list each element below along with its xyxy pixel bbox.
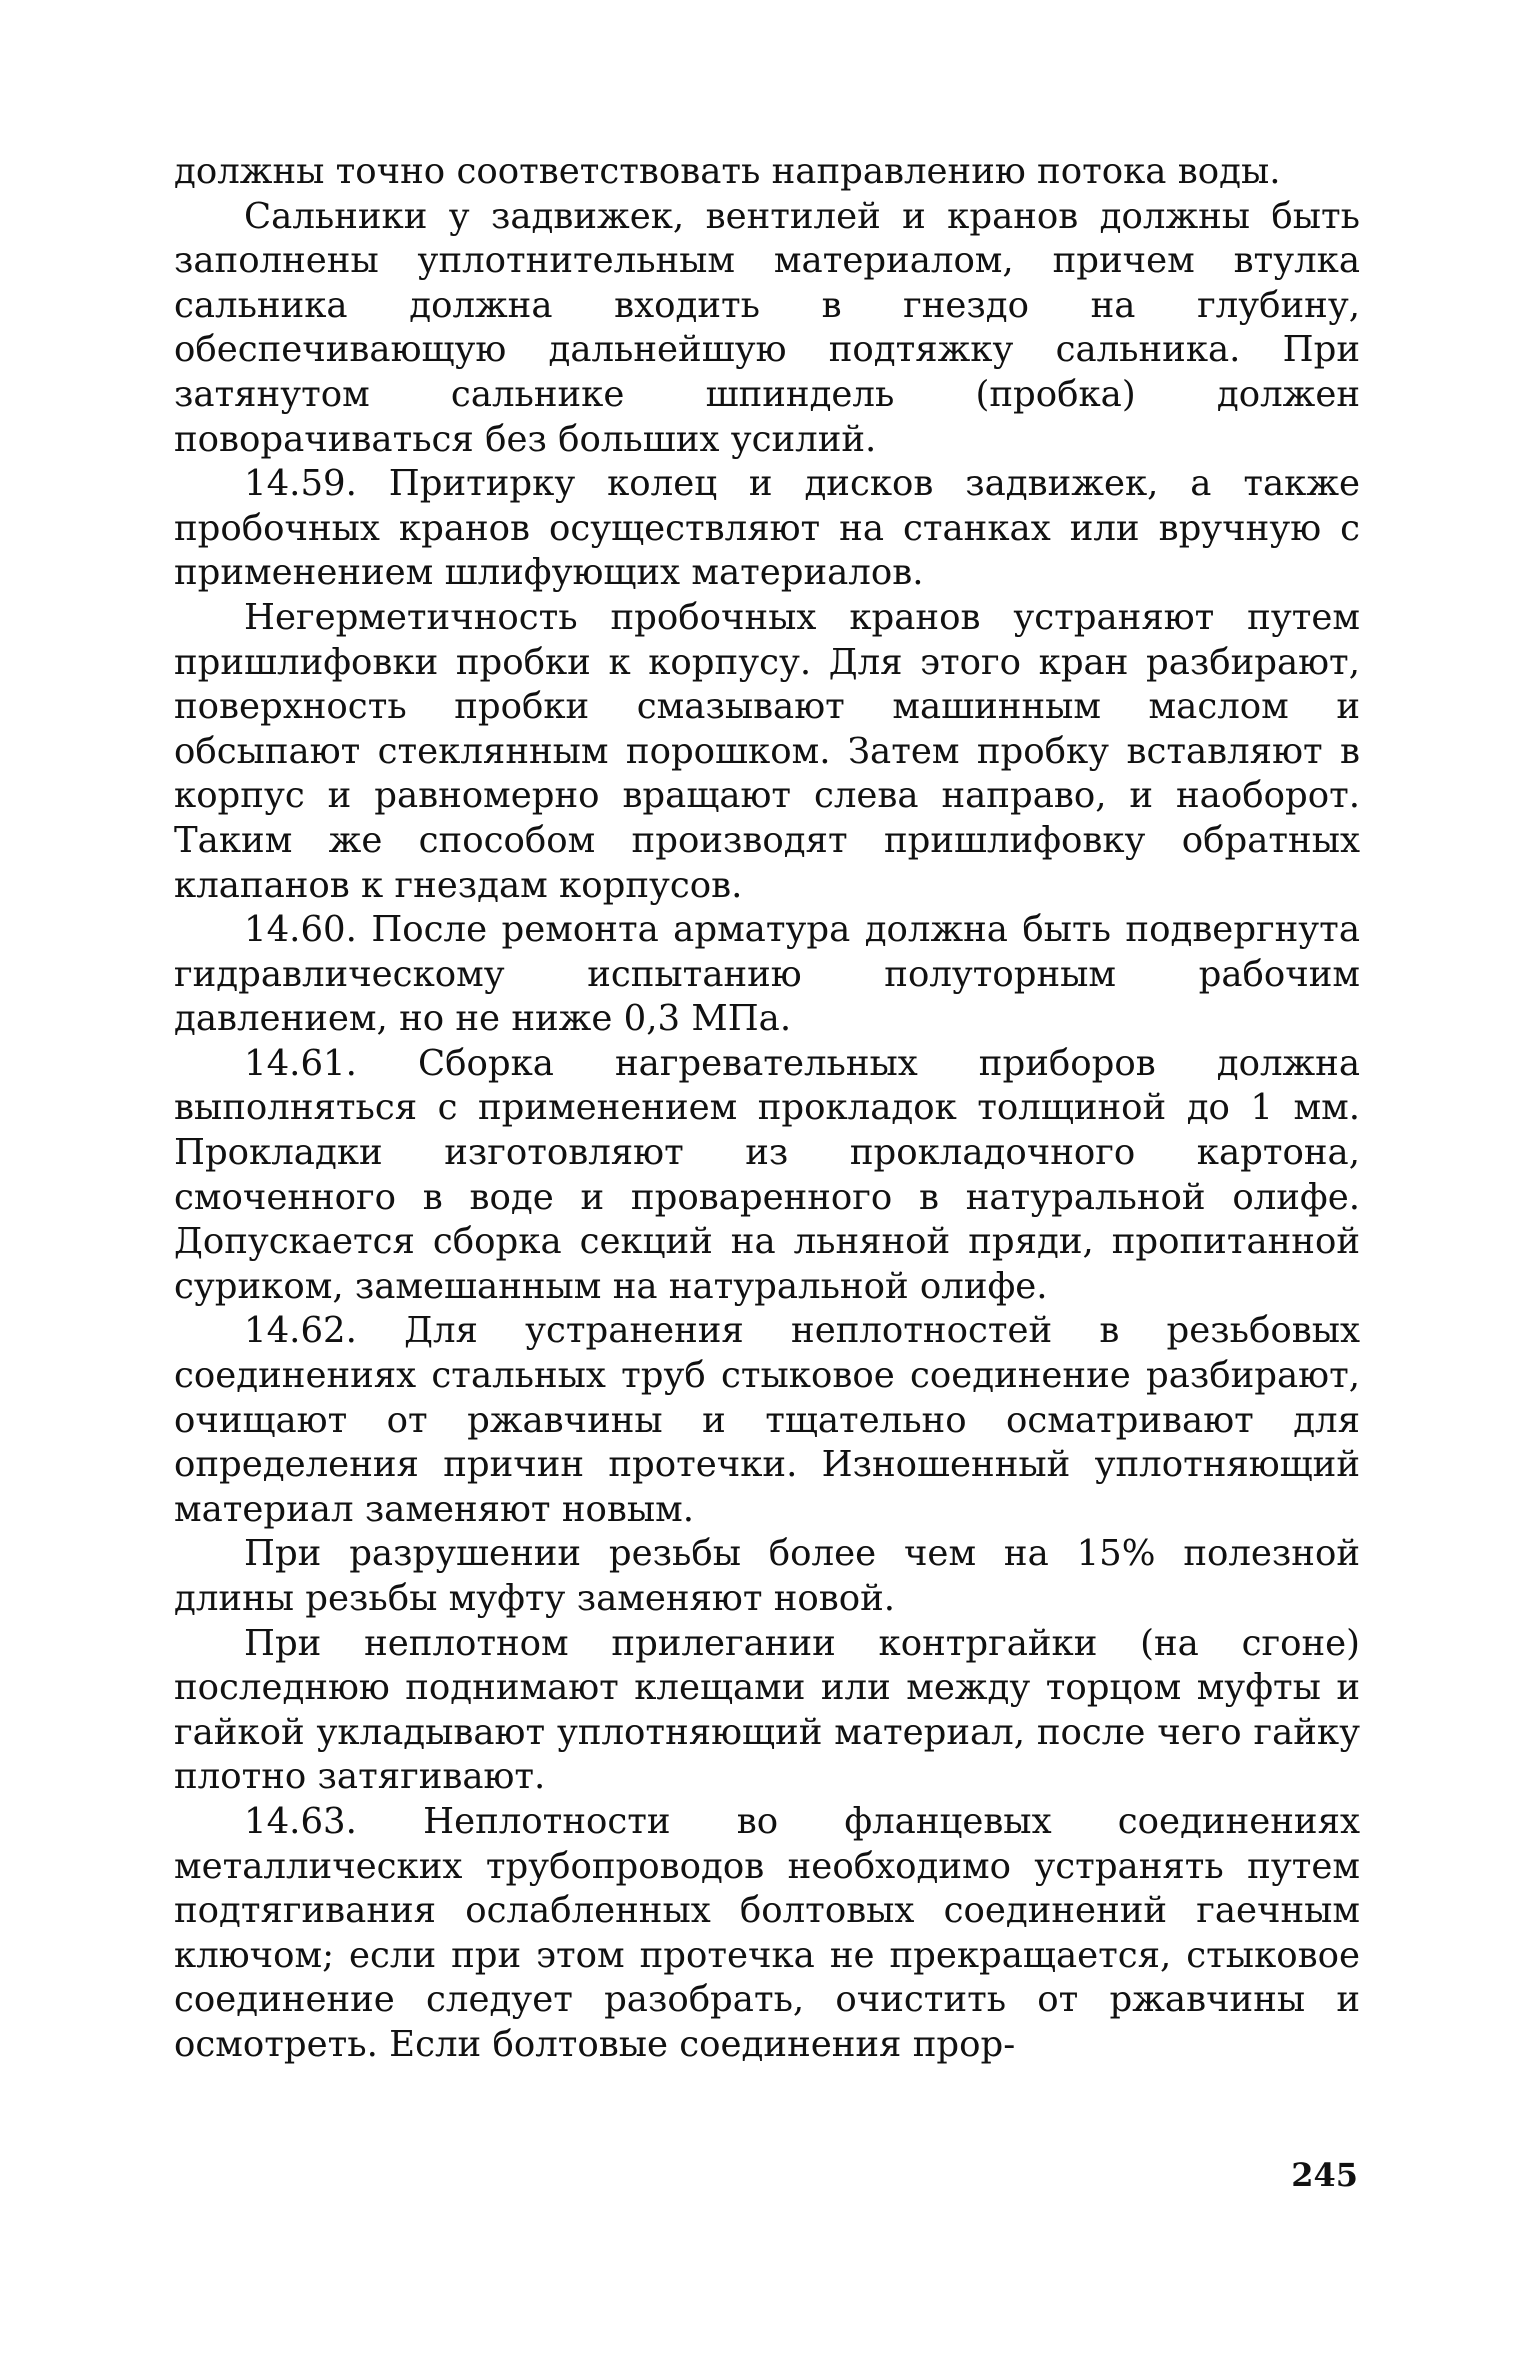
paragraph-plug-valves: Негерметичность пробочных кранов устраняют путем пришлифовки пробки к корпусу. Для этого кран разбирают, поверхность пробки смазывают машинным маслом и обсыпают стеклянным порошком. Затем пробку вставляют в корпус и равномерно вращают слева направо, и наоборот. Таким же способом производят пришлифовку обратных клапанов к гнездам корпусов.	[174, 596, 1360, 906]
page-body	[174, 150, 1360, 2068]
paragraph-14-63: 14.63. Неплотности во фланцевых соединениях металлических трубопроводов необходимо устранять путем подтягивания ослабленных болтовых соединений гаечным ключом; если при этом протечка не прекращается, стыковое соединение следует разобрать, очистить от ржавчины и осмотреть. Если болтовые соединения прор-	[174, 1800, 1360, 2065]
paragraph-thread-damage: При разрушении резьбы более чем на 15% полезной длины резьбы муфту заменяют новой.	[174, 1533, 1360, 1619]
paragraph-14-61: 14.61. Сборка нагревательных приборов должна выполняться с применением прокладок толщиной до 1 мм. Прокладки изготовляют из прокладочного картона, смоченного в воде и проваренного в натуральной олифе. Допускается сборка секций на льняной пряди, пропитанной суриком, замешанным на натуральной олифе.	[174, 1042, 1360, 1307]
page-number: 245	[1291, 2156, 1358, 2194]
paragraph-14-60: 14.60. После ремонта арматура должна быть подвергнута гидравлическому испытанию полуторным рабочим давлением, но не ниже 0,3 МПа.	[174, 909, 1360, 1040]
paragraph-locknut: При неплотном прилегании контргайки (на сгоне) последнюю поднимают клещами или между торцом муфты и гайкой укладывают уплотняющий материал, после чего гайку плотно затягивают.	[174, 1622, 1360, 1798]
paragraph-14-59: 14.59. Притирку колец и дисков задвижек, а также пробочных кранов осуществляют на станках или вручную с применением шлифующих материалов.	[174, 463, 1360, 594]
paragraph-14-62: 14.62. Для устранения неплотностей в резьбовых соединениях стальных труб стыковое соединение разбирают, очищают от ржавчины и тщательно осматривают для определения причин протечки. Изношенный уплотняющий материал заменяют новым.	[174, 1310, 1360, 1530]
paragraph-continuation: должны точно соответствовать направлению потока воды.	[174, 151, 1281, 192]
paragraph-glands: Сальники у задвижек, вентилей и кранов должны быть заполнены уплотнительным материалом, причем втулка сальника должна входить в гнездо на глубину, обеспечивающую дальнейшую подтяжку сальника. При затянутом сальнике шпиндель (пробка) должен поворачиваться без больших усилий.	[174, 195, 1360, 460]
